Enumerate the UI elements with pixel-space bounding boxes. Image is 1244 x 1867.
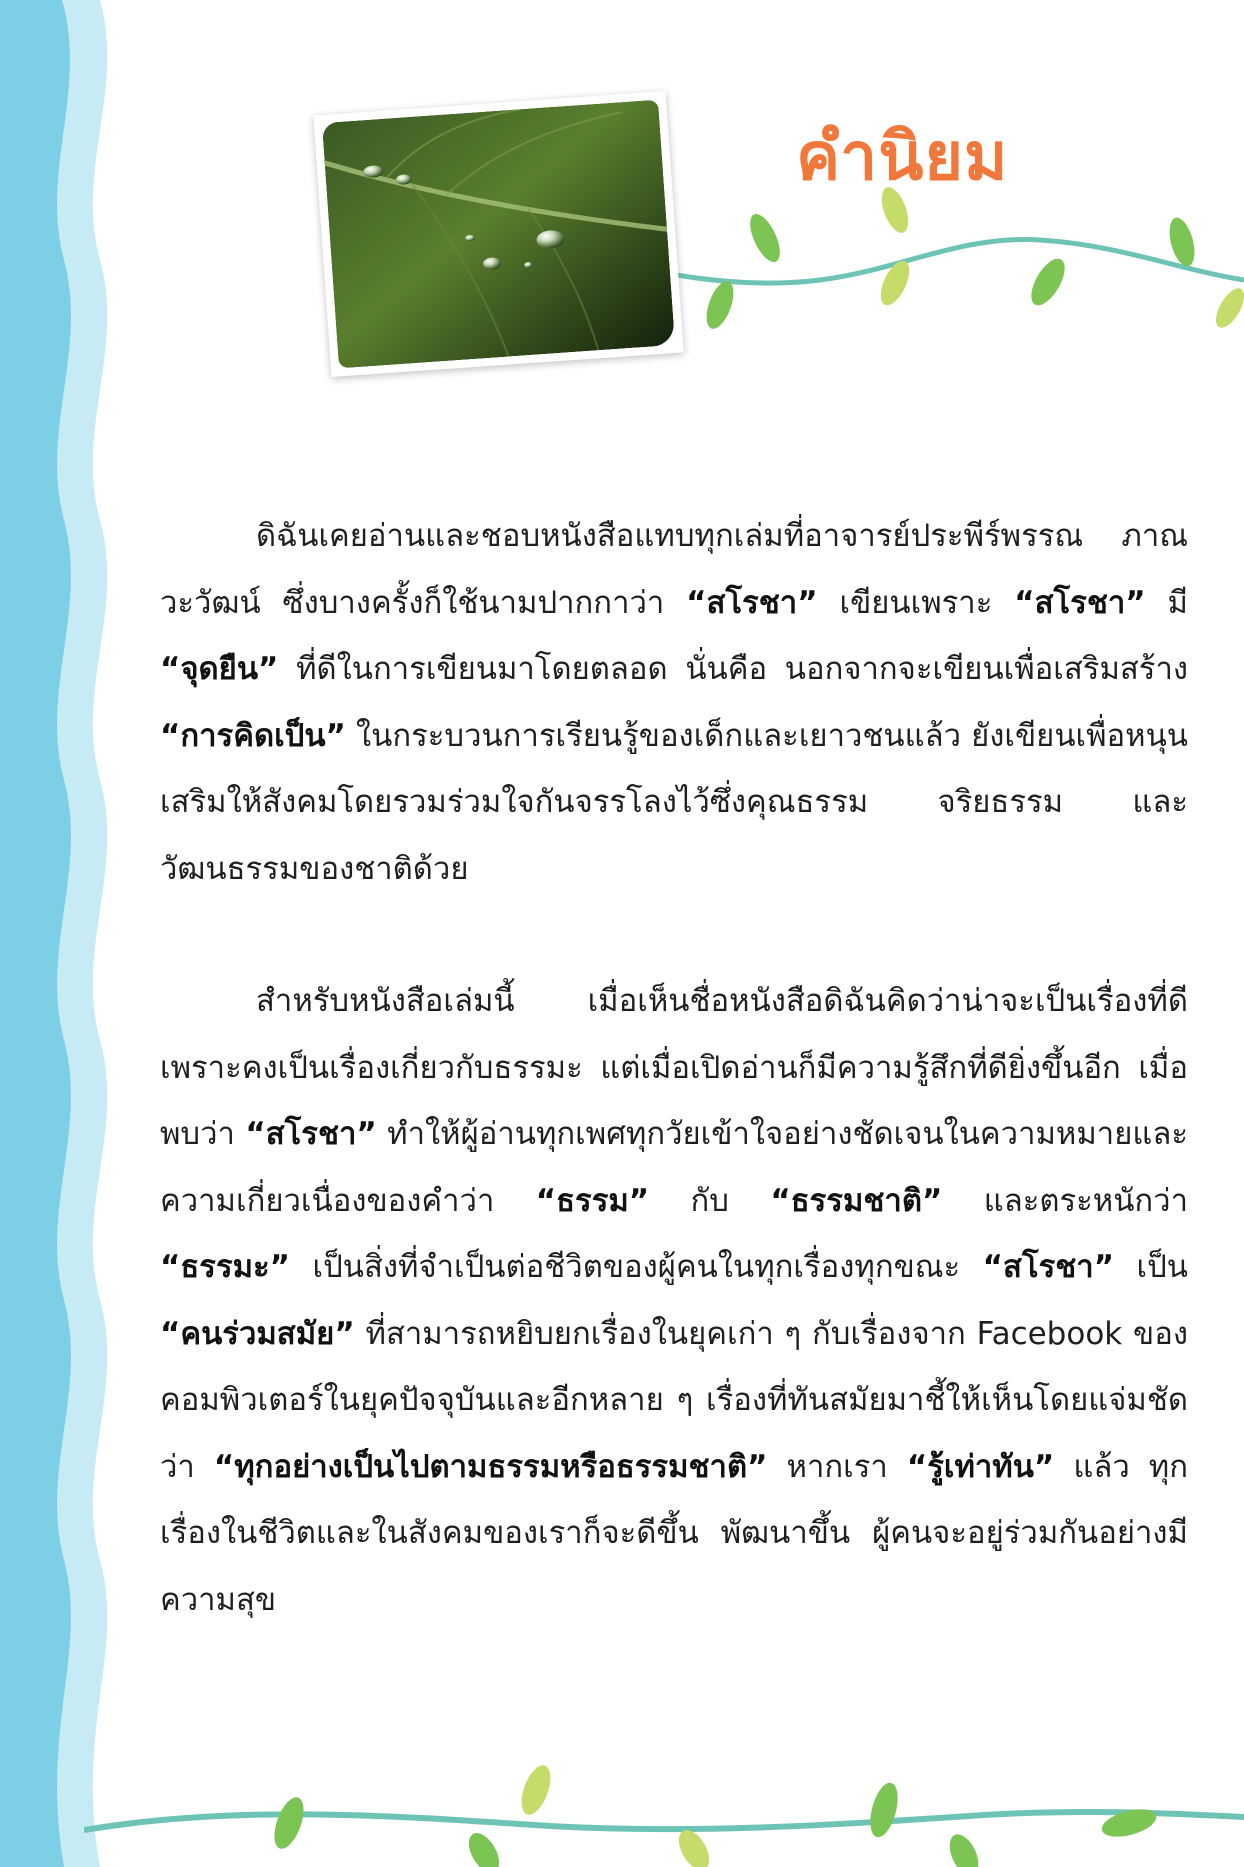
text-run: เขียนเพราะ [817,584,1015,621]
text-run: ที่ดีในการเขียนมาโดยตลอด นั่นคือ นอกจากจะเขียนเพื่อเสริมสร้าง [278,651,1188,687]
text-run: ทำให้ผู้อ่านทุกเพศทุกวัยเข้าใจอย่างชัดเจนในความหมายและความเกี่ยวเนื่องของคำว่า [160,1116,1188,1219]
bold-term: “สโรชา” [245,1116,377,1152]
text-run: สำหรับหนังสือเล่มนี้ เมื่อเห็นชื่อหนังสือดิฉันคิดว่าน่าจะเป็นเรื่องที่ดีเพราะคงเป็นเรื่องเกี่ยวกับธรรมะ แต่เมื่อเปิดอ่านก็มีความรู้สึกที่ดียิ่งขึ้นอีก เมื่อพบว่า [160,983,1188,1152]
leaf-icon [744,210,786,266]
bold-term: “ทุกอย่างเป็นไปตามธรรมหรือธรรมชาติ” [213,1448,768,1485]
text-run: เป็น [1114,1249,1188,1285]
leaf-icon [865,1780,903,1840]
text-run: เป็นสิ่งที่จำเป็นต่อชีวิตของผู้คนในทุกเรื่องทุกขณะ [290,1249,983,1285]
side-wave-band [0,0,130,1867]
bold-term: “การคิดเป็น” [160,717,346,754]
bold-term: “จุดยืน” [160,651,279,687]
paragraph-2 [160,968,1188,1633]
leaf-photo [313,91,683,377]
page-title: คำนิยม [796,118,1009,195]
text-run: ดิฉันเคยอ่านและชอบหนังสือแทบทุกเล่มที่อาจารย์ประพีร์พรรณ ภาณวะวัฒน์ ซึ่งบางครั้งก็ใช้นามปากกาว่า [160,518,1188,621]
leaf-icon [875,257,915,310]
leaf-icon [944,1830,984,1867]
leaf-icon [1025,253,1072,310]
foreword-body [160,503,1188,1633]
leaf-icon [701,278,739,333]
leaf-icon [268,1794,309,1853]
bold-term: “ธรรม” [535,1182,650,1219]
text-run: แล้ว ทุกเรื่องในชีวิตและในสังคมของเราก็จะดีขึ้น พัฒนาขึ้น ผู้คนจะอยู่ร่วมกันอย่างมีความสุข [160,1448,1189,1618]
leaf-icon [463,1828,506,1867]
text-run: และตระหนักว่า [942,1182,1188,1219]
text-run: กับ [649,1182,771,1219]
bold-term: “คนร่วมสมัย” [160,1315,355,1352]
bottom-vine-decoration [84,1735,1244,1867]
bold-term: “รู้เท่าทัน” [906,1448,1055,1485]
leaf-icon [516,1761,556,1818]
bold-term: “สโรชา” [982,1249,1115,1285]
bold-term: “สโรชา” [686,584,818,621]
bold-term: “สโรชา” [1014,584,1146,621]
text-run: ที่สามารถหยิบยกเรื่องในยุคเก่า ๆ กับเรื่องจาก Facebook ของคอมพิวเตอร์ในยุคปัจจุบันและอีกหลาย ๆ เรื่องที่ทันสมัยมาชี้ให้เห็นโดยแจ่มชัดว่า [160,1315,1188,1485]
text-run: มี [1145,584,1188,621]
bold-term: “ธรรมะ” [160,1249,291,1285]
text-run: ในกระบวนการเรียนรู้ของเด็กและเยาวชนแล้ว ยังเขียนเพื่อหนุนเสริมให้สังคมโดยรวมร่วมใจกันจรรโลงไว้ซึ่งคุณธรรม จริยธรรม และวัฒนธรรมของชาติด้วย [160,717,1188,887]
leaf-icon [1210,284,1244,332]
leaf-icon [1165,215,1199,269]
text-run: หากเรา [767,1448,907,1485]
paragraph-1 [160,503,1188,902]
leaf-with-water-drops-photo [322,100,675,369]
bold-term: “ธรรมชาติ” [770,1182,943,1219]
